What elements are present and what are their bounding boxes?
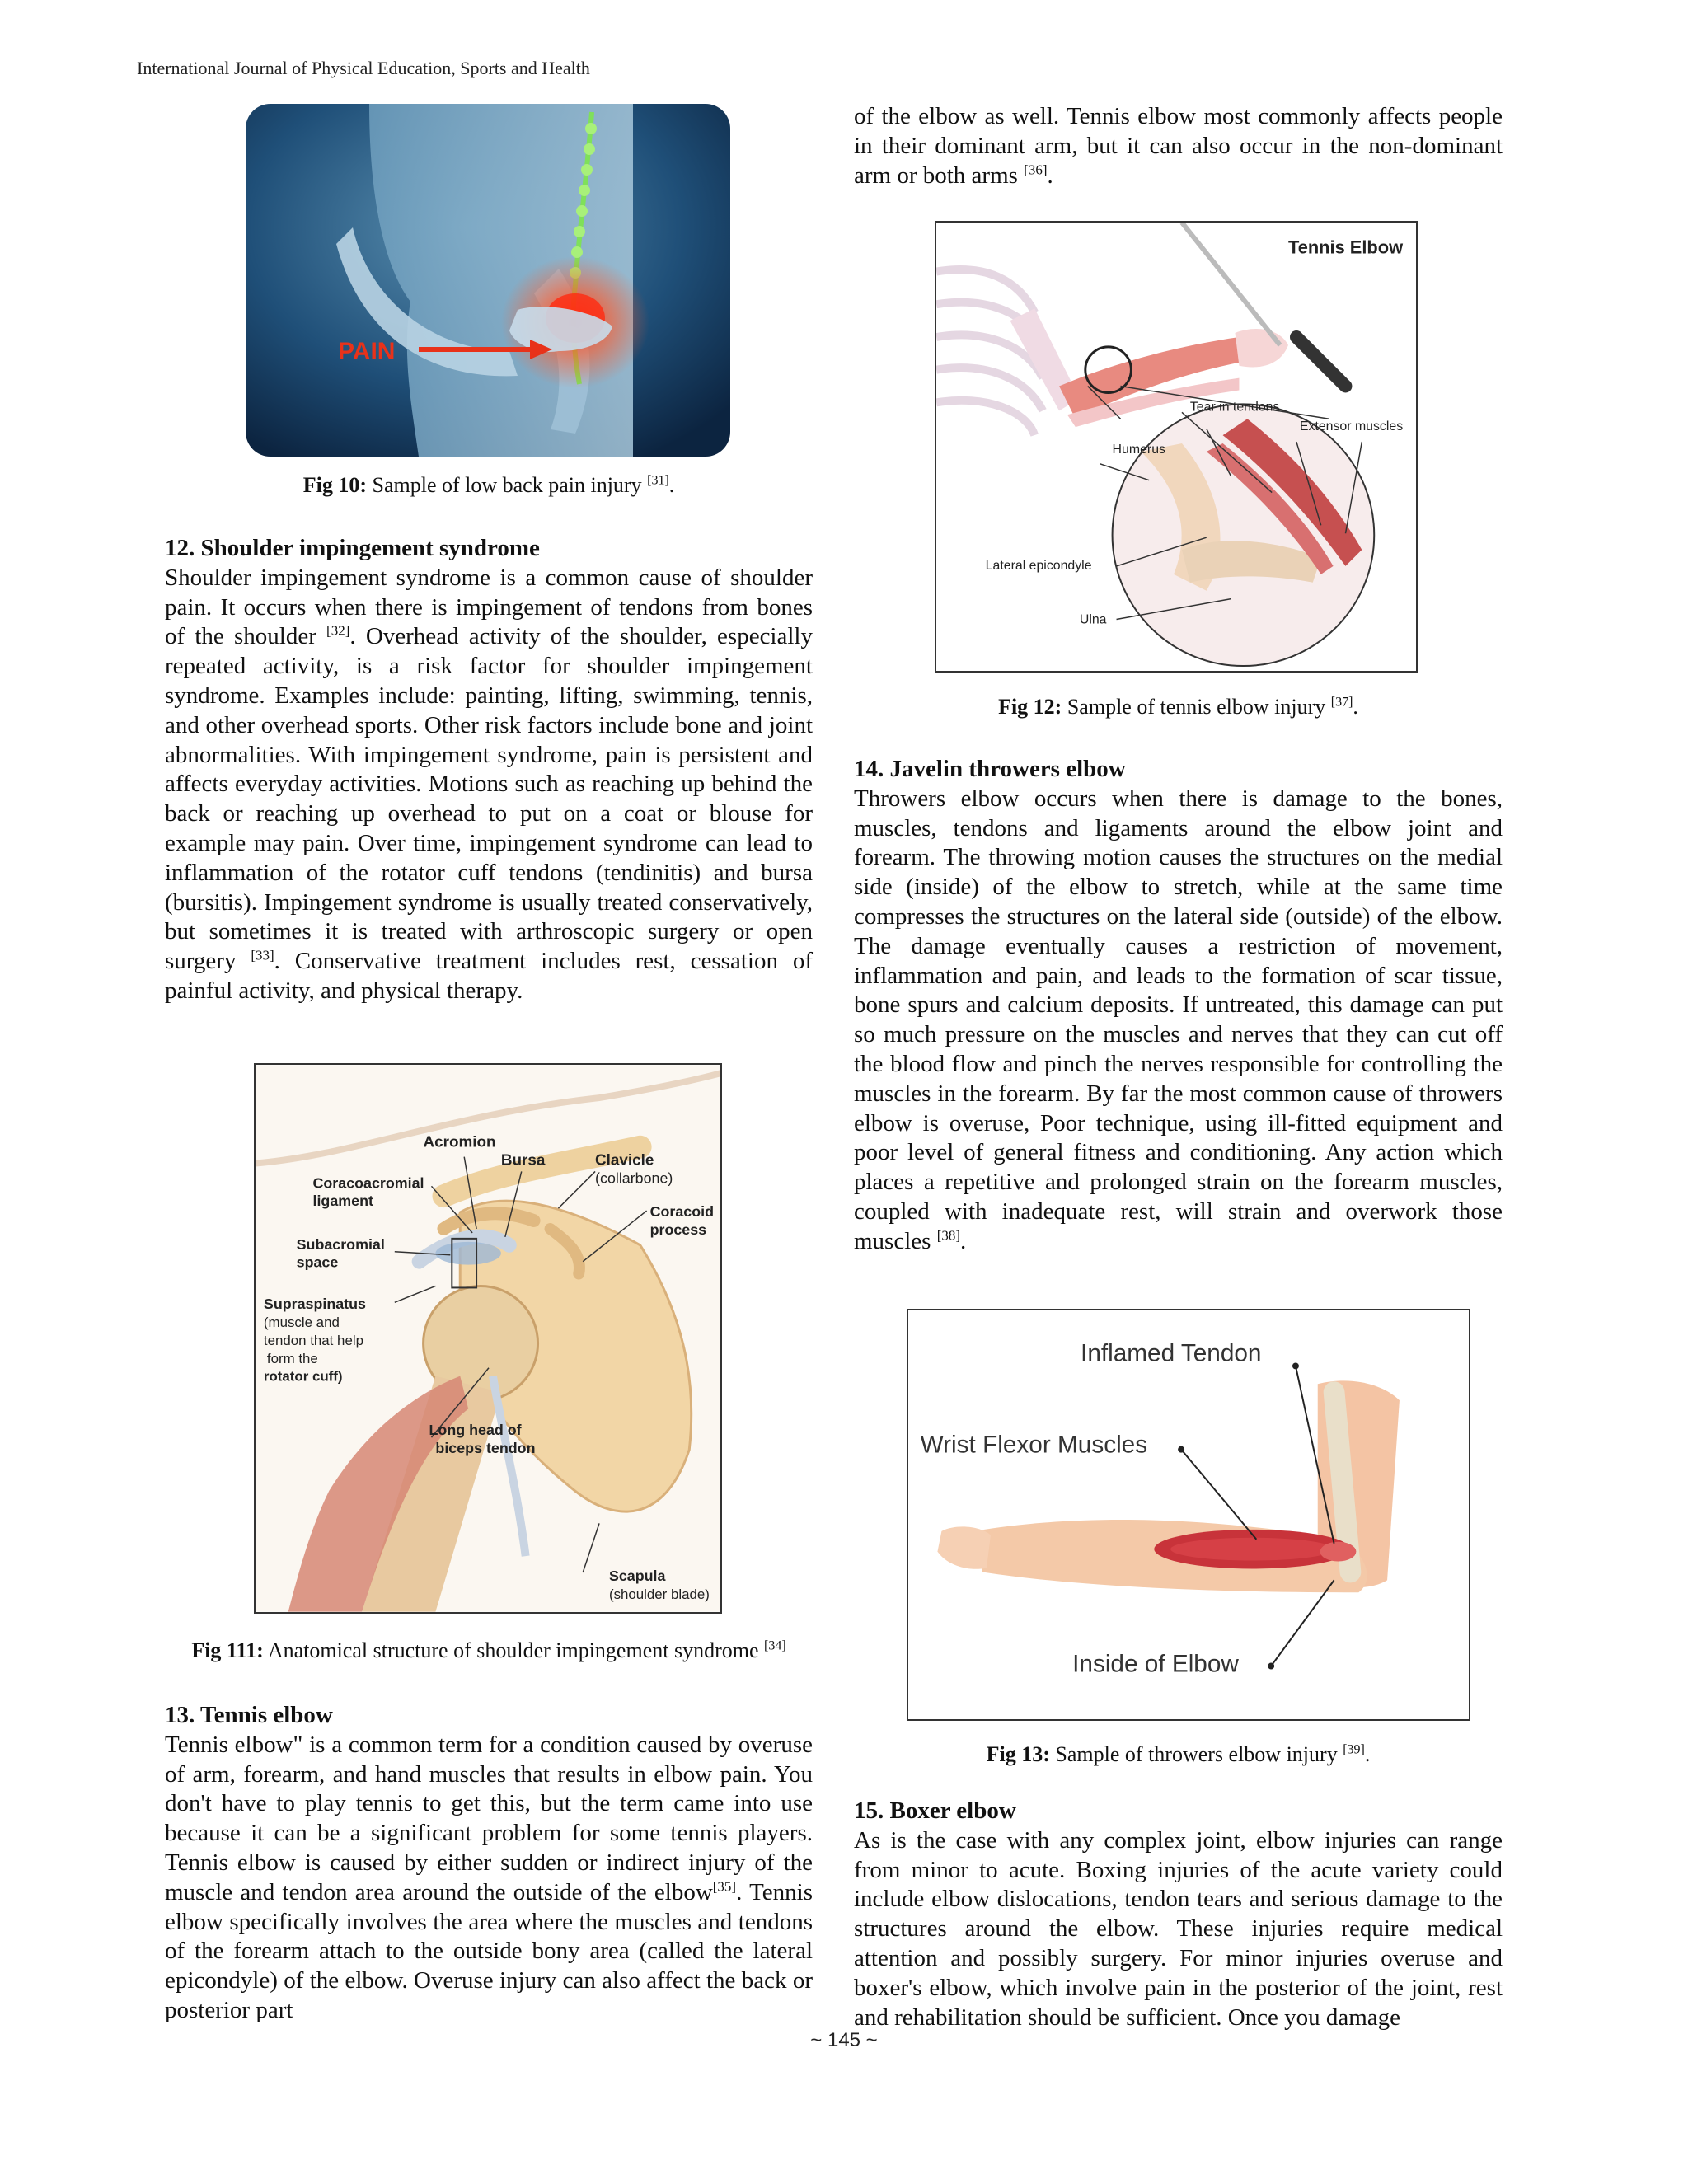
label-clavicle: Clavicle — [595, 1151, 654, 1169]
label-collarbone: (collarbone) — [595, 1169, 673, 1187]
section-15 — [854, 1797, 1503, 2032]
label-wrist-flexor: Wrist Flexor Muscles — [920, 1431, 1148, 1459]
label-tennis-elbow: Tennis Elbow — [1288, 237, 1404, 258]
figure-13-image — [907, 1309, 1470, 1721]
label-biceps-tendon: biceps tendon — [435, 1440, 536, 1457]
section-15-heading: 15. Boxer elbow — [854, 1797, 1016, 1824]
label-supraspinatus: Supraspinatus — [263, 1296, 366, 1313]
low-back-pain-illustration — [246, 104, 730, 457]
label-space: space — [296, 1254, 339, 1271]
section-14 — [854, 755, 1503, 1257]
section-15-body: As is the case with any complex joint, elbow injuries can range from minor to acute. Boxing injuries of the acute variety could include elbow dislocations, tendon tears and serious damage to the structures around the elbow. These injuries require medical attention and possibly surgery. For minor injuries overuse and boxer's elbow, which involve pain in the posterior of the joint, rest and rehabilitation should be sufficient. Once you damage — [854, 1826, 1503, 2031]
section-13-heading: 13. Tennis elbow — [165, 1702, 333, 1728]
section-13-continued-body: of the elbow as well. Tennis elbow most commonly affects people in their dominant arm, but it can also occur in the non-dominant arm or both arms [36]. — [854, 103, 1503, 189]
section-12 — [165, 534, 813, 1006]
figure-11-caption: Fig 111: Anatomical structure of shoulder impingement syndrome [34] — [191, 1638, 786, 1662]
label-inflamed-tendon: Inflamed Tendon — [1081, 1339, 1262, 1367]
section-12-body: Shoulder impingement syndrome is a common cause of shoulder pain. It occurs when there is impingement of tendons from bones of the shoulder [32]. Overhead activity of the shoulder, especially repeated activity, is a risk factor for shoulder impingement syndrome. Examples include: painting, lifting, swimming, tennis, and other overhead sports. Other risk factors include bone and joint abnormalities. With impingement syndrome, pain is persistent and affects everyday activities. Motions such as reaching up behind the back or reaching up overhead to put on a coat or blouse for example may pain. Over time, impingement syndrome can lead to inflammation of the rotator cuff tendons (tendinitis) and bursa (bursitis). Impingement syndrome is usually treated conservatively, but sometimes it is treated with arthroscopic surgery or open surgery [33]. Conservative treatment includes rest, cessation of painful activity, and physical therapy. — [165, 564, 813, 1004]
figure-12-image — [935, 221, 1418, 673]
label-scapula: Scapula — [608, 1567, 666, 1584]
journal-header: International Journal of Physical Education, Sports and Health — [137, 58, 590, 78]
shoulder-anatomy-illustration — [256, 1065, 720, 1612]
pain-label: PAIN — [338, 338, 396, 365]
throwers-elbow-illustration — [908, 1310, 1469, 1719]
label-lateral-epicondyle: Lateral epicondyle — [985, 558, 1092, 573]
label-inside-of-elbow: Inside of Elbow — [1072, 1650, 1239, 1678]
label-supra-4: form the — [266, 1350, 318, 1366]
label-supra-2: (muscle and — [263, 1315, 340, 1331]
label-subacromial: Subacromial — [296, 1235, 385, 1253]
label-ligament: ligament — [312, 1193, 373, 1210]
label-shoulder-blade: (shoulder blade) — [608, 1586, 710, 1602]
label-rotator-cuff: rotator cuff) — [263, 1368, 343, 1385]
label-supra-3: tendon that help — [263, 1332, 363, 1348]
figure-11-image — [254, 1063, 722, 1614]
figure-13-caption: Fig 13: Sample of throwers elbow injury [39]. — [986, 1742, 1371, 1766]
figure-10-caption: Fig 10: Sample of low back pain injury [31]. — [302, 473, 675, 497]
section-14-heading: 14. Javelin throwers elbow — [854, 756, 1126, 782]
label-tear-in-tendons: Tear in tendons — [1189, 400, 1280, 415]
label-long-head: Long head of — [429, 1422, 522, 1439]
label-extensor-muscles: Extensor muscles — [1299, 419, 1404, 434]
label-humerus: Humerus — [1112, 442, 1165, 457]
label-acromion: Acromion — [423, 1132, 496, 1151]
page-number: ~ 145 ~ — [810, 2029, 878, 2051]
label-bursa: Bursa — [500, 1151, 546, 1169]
label-ulna: Ulna — [1079, 612, 1107, 627]
tennis-elbow-illustration — [936, 223, 1416, 671]
figure-12-caption: Fig 12: Sample of tennis elbow injury [37]. — [998, 695, 1358, 719]
section-12-heading: 12. Shoulder impingement syndrome — [165, 535, 540, 561]
label-coracoacromial: Coracoacromial — [312, 1174, 424, 1192]
label-process: process — [649, 1221, 707, 1238]
label-coracoid: Coracoid — [649, 1203, 715, 1221]
section-13-body: Tennis elbow" is a common term for a condition caused by overuse of arm, forearm, and hand muscles that results in elbow pain. You don't have to play tennis to get this, but the term came into use because it can be a significant problem for some tennis players. Tennis elbow is caused by either sudden or indirect injury of the muscle and tendon area around the outside of the elbow[35]. Tennis elbow specifically involves the area where the muscles and tendons of the forearm attach to the outside bony area (called the lateral epicondyle) of the elbow. Overuse injury can also affect the back or posterior part — [165, 1731, 813, 2023]
section-14-body: Throwers elbow occurs when there is damage to the bones, muscles, tendons and ligaments around the elbow joint and forearm. The throwing motion causes the structures on the medial side (inside) of the elbow to stretch, while at the same time compresses the structures on the lateral side (outside) of the elbow. The damage eventually causes a restriction of movement, inflammation and pain, and leads to the formation of scar tissue, bone spurs and calcium deposits. If untreated, this damage can put so much pressure on the muscles and nerves that they can cut off the blood flow and pinch the nerves responsible for controlling the muscles in the forearm. By far the most common cause of throwers elbow is overuse, Poor technique, using ill-fitted equipment and poor level of general fitness and conditioning. Any action which places a repetitive and prolonged strain on the forearm muscles, coupled with inadequate rest, will strain and overwork those muscles [38]. — [854, 785, 1503, 1254]
figure-10-image — [246, 104, 730, 457]
section-13 — [165, 1701, 813, 2026]
section-13-continued — [854, 102, 1503, 190]
